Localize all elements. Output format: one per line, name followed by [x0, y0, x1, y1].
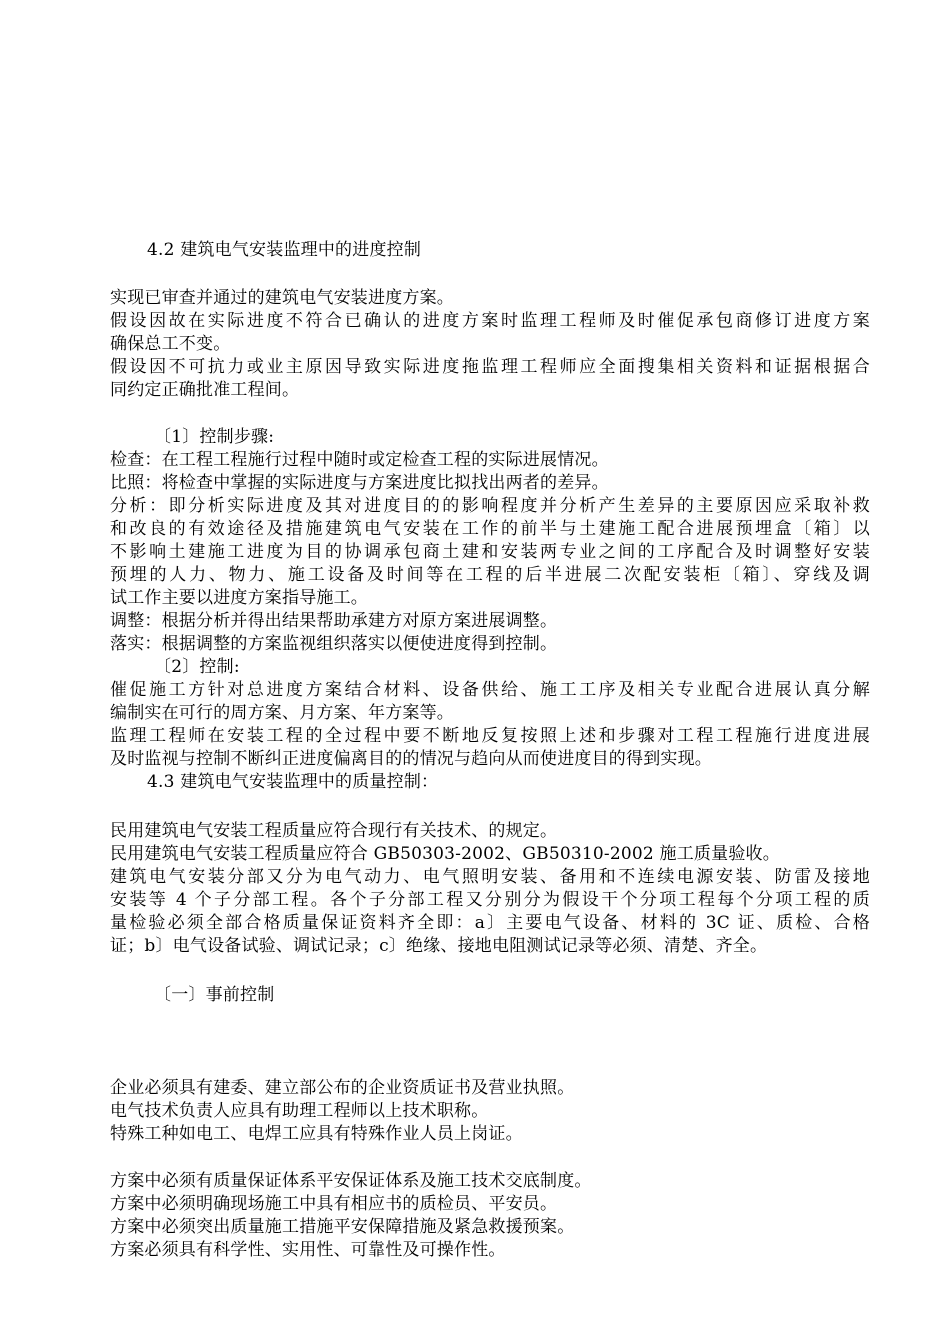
- step2-line: 监理工程师在安装工程的全过程中要不断地反复按照上述和步骤对工程工程施行进度进展: [110, 726, 870, 746]
- quality-line: 安装等 4 个子分部工程。各个子分部工程又分别分为假设干个分项工程每个分项工程的质: [110, 890, 870, 910]
- quality-line: 证；b〕电气设备试验、调试记录；c〕绝缘、接地电阻测试记录等必须、清楚、齐全。: [110, 936, 768, 956]
- paragraph-line: 假设因不可抗力或业主原因导致实际进度拖监理工程师应全面搜集相关资料和证据根据合: [110, 357, 870, 377]
- requirement-line: 企业必须具有建委、建立部公布的企业资质证书及营业执照。: [110, 1078, 575, 1098]
- step1-line: 比照：将检查中掌握的实际进度与方案进度比拟找出两者的差异。: [110, 473, 609, 493]
- requirement-line: 电气技术负责人应具有助理工程师以上技术职称。: [110, 1101, 489, 1121]
- paragraph-line: 确保总工不变。: [110, 334, 231, 354]
- step2-line: 催促施工方针对总进度方案结合材料、设备供给、施工工序及相关专业配合进展认真分解: [110, 680, 870, 700]
- step1-line: 不影响土建施工进度为目的协调承包商土建和安装两专业之间的工序配合及时调整好安装: [110, 542, 870, 562]
- quality-line: 建筑电气安装分部又分为电气动力、电气照明安装、备用和不连续电源安装、防雷及接地: [110, 867, 870, 887]
- plan-requirement-line: 方案中必须有质量保证体系平安保证体系及施工技术交底制度。: [110, 1171, 592, 1191]
- step1-line: 和改良的有效途径及措施建筑电气安装在工作的前半与土建施工配合进展预埋盒〔箱〕以: [110, 519, 870, 539]
- step1-line: 落实：根据调整的方案监视组织落实以便使进度得到控制。: [110, 634, 558, 654]
- quality-line: 民用建筑电气安装工程质量应符合 GB50303-2002、GB50310-2002 施工质量验收。: [110, 844, 780, 864]
- section-heading-4-3: 4.3 建筑电气安装监理中的质量控制：: [147, 772, 439, 792]
- step1-line: 检查：在工程工程施行过程中随时或定检查工程的实际进展情况。: [110, 450, 609, 470]
- plan-requirement-line: 方案中必须明确现场施工中具有相应书的质检员、平安员。: [110, 1194, 558, 1214]
- paragraph-line: 同约定正确批准工程间。: [110, 380, 300, 400]
- step2-line: 编制实在可行的周方案、月方案、年方案等。: [110, 703, 454, 723]
- step1-line: 调整：根据分析并得出结果帮助承建方对原方案进展调整。: [110, 611, 558, 631]
- plan-requirement-line: 方案中必须突出质量施工措施平安保障措施及紧急救援预案。: [110, 1217, 575, 1237]
- subheading-pre-control: 〔一〕事前控制: [154, 985, 275, 1005]
- quality-line: 民用建筑电气安装工程质量应符合现行有关技术、的规定。: [110, 821, 558, 841]
- paragraph-line: 实现已审查并通过的建筑电气安装进度方案。: [110, 288, 454, 308]
- step1-title: 〔1〕控制步骤:: [154, 427, 275, 447]
- step2-line: 及时监视与控制不断纠正进度偏离目的的情况与趋向从而使进度目的得到实现。: [110, 749, 712, 769]
- section-heading-4-2: 4.2 建筑电气安装监理中的进度控制: [147, 240, 422, 260]
- step1-line: 预埋的人力、物力、施工设备及时间等在工程的后半进展二次配安装柜〔箱〕、穿线及调: [110, 565, 870, 585]
- step1-line: 分析：即分析实际进度及其对进度目的的影响程度并分析产生差异的主要原因应采取补救: [110, 496, 870, 516]
- quality-line: 量检验必须全部合格质量保证资料齐全即：a〕主要电气设备、材料的 3C 证、质检、合格: [110, 913, 870, 933]
- step2-title: 〔2〕控制:: [154, 657, 240, 677]
- requirement-line: 特殊工种如电工、电焊工应具有特殊作业人员上岗证。: [110, 1124, 523, 1144]
- plan-requirement-line: 方案必须具有科学性、实用性、可靠性及可操作性。: [110, 1240, 506, 1260]
- step1-line: 试工作主要以进度方案指导施工。: [110, 588, 368, 608]
- paragraph-line: 假设因故在实际进度不符合已确认的进度方案时监理工程师及时催促承包商修订进度方案: [110, 311, 870, 331]
